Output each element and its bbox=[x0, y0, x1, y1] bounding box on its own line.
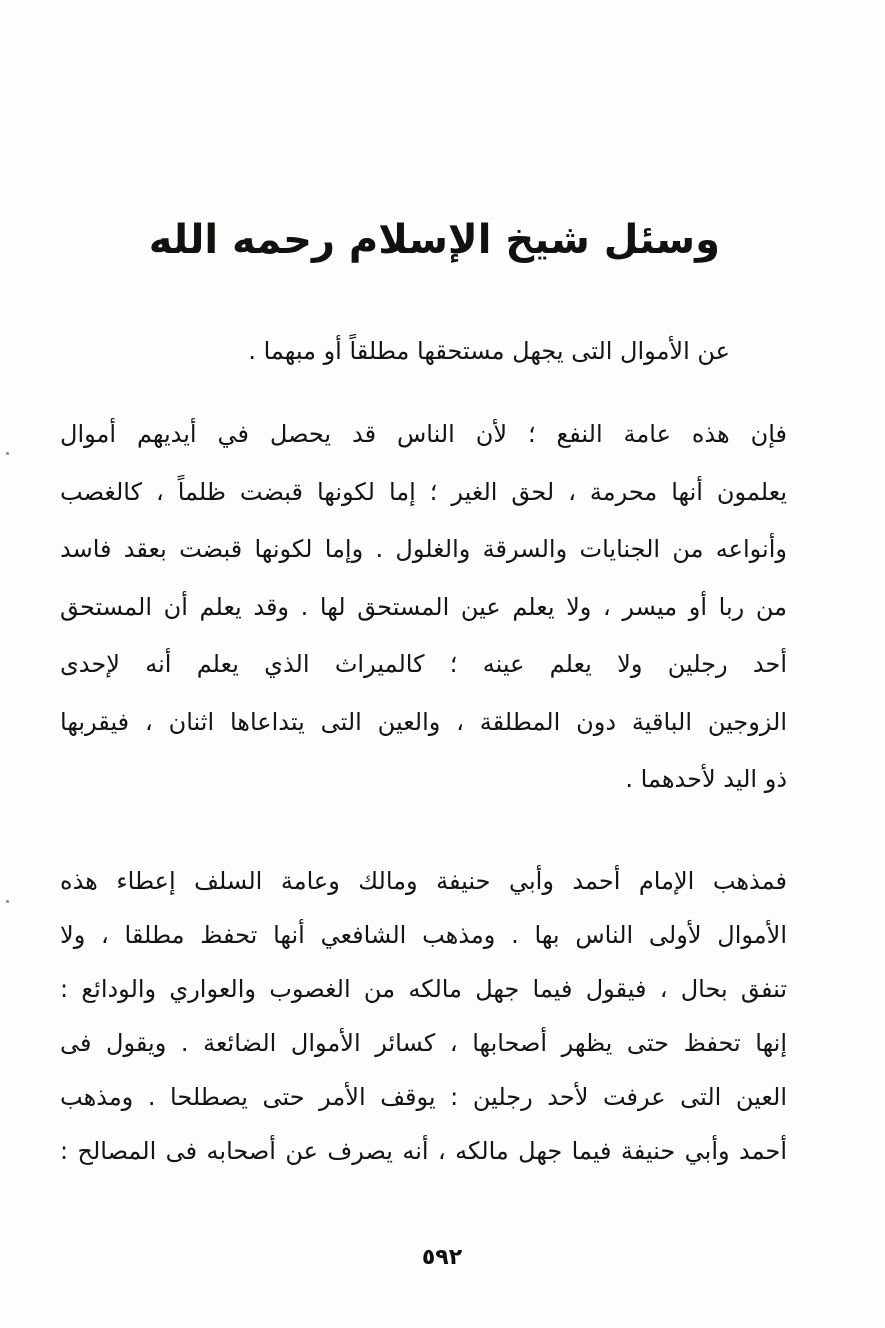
paragraph-line: تنفق بحال ، فيقول فيما جهل مالكه من الغصوب والعواري والودائع : bbox=[60, 975, 787, 1003]
scan-speck bbox=[6, 452, 9, 455]
paragraph-line: العين التى عرفت لأحد رجلين : يوقف الأمر حتى يصطلحا . ومذهب bbox=[60, 1083, 787, 1111]
paragraph-line: فمذهب الإمام أحمد وأبي حنيفة ومالك وعامة السلف إعطاء هذه bbox=[60, 867, 787, 895]
paragraph-line: الزوجين الباقية دون المطلقة ، والعين التى يتداعاها اثنان ، فيقربها bbox=[60, 707, 787, 736]
paragraph-line: يعلمون أنها محرمة ، لحق الغير ؛ إما لكونها قبضت ظلماً ، كالغصب bbox=[60, 477, 787, 506]
paragraph-line: ذو اليد لأحدهما . bbox=[625, 765, 787, 793]
paragraph-line: إنها تحفظ حتى يظهر أصحابها ، كسائر الأموال الضائعة . ويقول فى bbox=[60, 1029, 787, 1057]
section-title: وسئل شيخ الإسلام رحمه الله bbox=[148, 217, 720, 263]
paragraph-line: فإن هذه عامة النفع ؛ لأن الناس قد يحصل في أيديهم أموال bbox=[60, 420, 787, 448]
question-text bbox=[60, 323, 730, 379]
paragraph-line: وأنواعه من الجنايات والسرقة والغلول . وإما لكونها قبضت بعقد فاسد bbox=[60, 535, 787, 563]
question-line: عن الأموال التى يجهل مستحقها مطلقاً أو مبهما . bbox=[248, 337, 730, 365]
paragraph-line: أحمد وأبي حنيفة فيما جهل مالكه ، أنه يصرف عن أصحابه فى المصالح : bbox=[60, 1137, 787, 1165]
paragraph-1 bbox=[60, 406, 787, 809]
page-number: ٥٩٢ bbox=[421, 1245, 463, 1270]
paragraph-line: من ربا أو ميسر ، ولا يعلم عين المستحق لها . وقد يعلم أن المستحق bbox=[60, 592, 787, 621]
paragraph-2 bbox=[60, 854, 787, 1178]
scan-speck bbox=[6, 900, 9, 903]
paragraph-line: الأموال لأولى الناس بها . ومذهب الشافعي أنها تحفظ مطلقا ، ولا bbox=[60, 921, 787, 949]
paragraph-line: أحد رجلين ولا يعلم عينه ؛ كالميراث الذي يعلم أنه لإحدى bbox=[60, 650, 787, 678]
